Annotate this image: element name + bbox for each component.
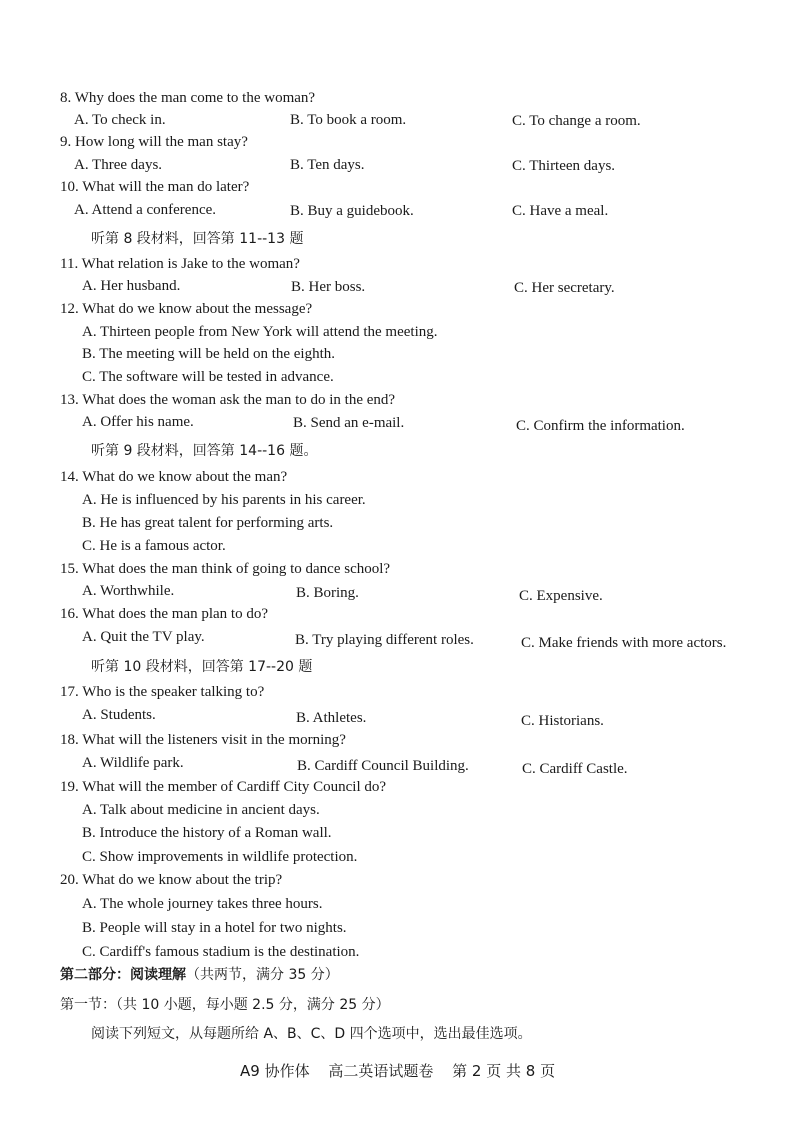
question-10-option-b: B. Buy a guidebook. (290, 203, 414, 219)
question-9-stem: 9. How long will the man stay? (60, 134, 248, 150)
question-8-option-b: B. To book a room. (290, 112, 407, 128)
question-20-stem: 20. What do we know about the trip? (60, 872, 283, 888)
question-17-option-a: A. Students. (82, 707, 156, 723)
part-2-section-1: 第一节：（共 10 小题，每小题 2.5 分，满分 25 分） (60, 997, 390, 1013)
question-12-stem: 12. What do we know about the message? (60, 301, 313, 317)
question-17-option-c: C. Historians. (521, 713, 604, 729)
question-14-option-b: B. He has great talent for performing arts. (82, 515, 334, 531)
question-19-option-a: A. Talk about medicine in ancient days. (82, 802, 320, 818)
question-8-option-c: C. To change a room. (512, 113, 641, 129)
question-17-stem: 17. Who is the speaker talking to? (60, 684, 265, 700)
part-2-instruction: 阅读下列短文，从每题所给 A、B、C、D 四个选项中，选出最佳选项。 (91, 1026, 532, 1042)
question-20-option-b: B. People will stay in a hotel for two nights. (82, 920, 347, 936)
question-16-option-b: B. Try playing different roles. (295, 632, 474, 648)
question-8-stem: 8. Why does the man come to the woman? (60, 90, 316, 106)
question-16-stem: 16. What does the man plan to do? (60, 606, 269, 622)
question-13-stem: 13. What does the woman ask the man to do in the end? (60, 392, 396, 408)
question-11-option-b: B. Her boss. (291, 279, 366, 295)
question-15-option-a: A. Worthwhile. (82, 583, 175, 599)
question-12-option-b: B. The meeting will be held on the eighth. (82, 346, 336, 362)
question-13-option-c: C. Confirm the information. (516, 418, 685, 434)
question-18-option-b: B. Cardiff Council Building. (297, 758, 469, 774)
question-9-option-c: C. Thirteen days. (512, 158, 616, 174)
section-9-instruction: 听第 9 段材料，回答第 14--16 题。 (91, 443, 318, 459)
question-10-option-c: C. Have a meal. (512, 203, 609, 219)
footer-page-number: 第 2 页 共 8 页 (452, 1062, 556, 1080)
question-16-option-a: A. Quit the TV play. (82, 629, 205, 645)
question-18-option-c: C. Cardiff Castle. (522, 761, 628, 777)
question-20-option-c: C. Cardiff's famous stadium is the destination. (82, 944, 360, 960)
question-10-option-a: A. Attend a conference. (74, 202, 217, 218)
question-9-option-a: A. Three days. (74, 157, 163, 173)
question-11-stem: 11. What relation is Jake to the woman? (60, 256, 300, 272)
question-11-option-c: C. Her secretary. (514, 280, 615, 296)
section-8-instruction: 听第 8 段材料，回答第 11--13 题 (91, 231, 304, 247)
question-19-stem: 19. What will the member of Cardiff City Council do? (60, 779, 387, 795)
question-8-option-a: A. To check in. (74, 112, 166, 128)
part-2-heading-rest: （共两节，满分 35 分） (186, 967, 339, 983)
question-19-option-b: B. Introduce the history of a Roman wall. (82, 825, 332, 841)
question-12-option-a: A. Thirteen people from New York will attend the meeting. (82, 324, 438, 340)
page-footer (240, 1060, 569, 1081)
question-17-option-b: B. Athletes. (296, 710, 367, 726)
footer-group: A9 协作体 (240, 1062, 310, 1080)
question-20-option-a: A. The whole journey takes three hours. (82, 896, 323, 912)
question-16-option-c: C. Make friends with more actors. (521, 635, 727, 651)
part-2-heading (60, 966, 339, 984)
question-11-option-a: A. Her husband. (82, 278, 181, 294)
question-18-option-a: A. Wildlife park. (82, 755, 184, 771)
section-10-instruction: 听第 10 段材料，回答第 17--20 题 (91, 659, 313, 675)
question-13-option-a: A. Offer his name. (82, 414, 194, 430)
question-15-option-c: C. Expensive. (519, 588, 603, 604)
question-19-option-c: C. Show improvements in wildlife protection. (82, 849, 358, 865)
question-10-stem: 10. What will the man do later? (60, 179, 250, 195)
question-12-option-c: C. The software will be tested in advance. (82, 369, 334, 385)
question-14-option-c: C. He is a famous actor. (82, 538, 226, 554)
question-13-option-b: B. Send an e-mail. (293, 415, 405, 431)
question-9-option-b: B. Ten days. (290, 157, 365, 173)
footer-subject: 高二英语试题卷 (328, 1062, 434, 1080)
question-15-stem: 15. What does the man think of going to dance school? (60, 561, 391, 577)
part-2-heading-bold: 第二部分：阅读理解 (60, 967, 186, 983)
question-15-option-b: B. Boring. (296, 585, 359, 601)
question-14-stem: 14. What do we know about the man? (60, 469, 288, 485)
question-18-stem: 18. What will the listeners visit in the morning? (60, 732, 346, 748)
question-14-option-a: A. He is influenced by his parents in his career. (82, 492, 366, 508)
